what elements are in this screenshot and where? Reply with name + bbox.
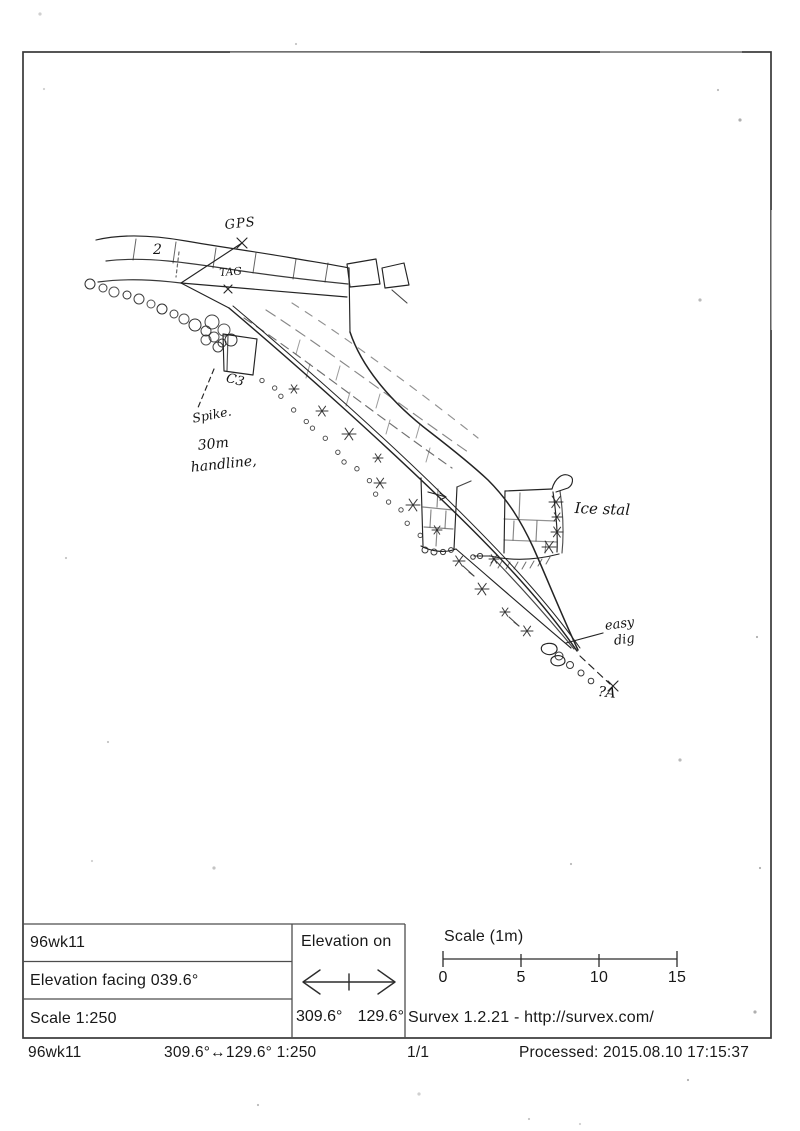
slope-line — [229, 306, 580, 651]
generator-credit: Survex 1.2.21 - http://survex.com/ — [408, 1009, 655, 1026]
scale-label: Scale 1:250 — [30, 1010, 117, 1027]
gps-station-x-marker — [237, 238, 247, 248]
entrance-box — [223, 334, 257, 375]
scale-tick-15: 15 — [667, 969, 687, 986]
scale-bar-title: Scale (1m) — [444, 928, 524, 945]
vegetation-stars — [289, 385, 563, 636]
scale-tick-0: 0 — [438, 969, 448, 986]
bearing-values — [296, 1008, 404, 1026]
label-tag: TAG — [219, 265, 243, 279]
bearing-left: 309.6° — [296, 1008, 343, 1025]
bedding-hatch — [244, 303, 478, 468]
elevation-on-label: Elevation on — [301, 933, 392, 950]
label-handline-2: handline, — [190, 453, 258, 476]
footer-processed-timestamp: Processed: 2015.08.10 17:15:37 — [519, 1044, 750, 1061]
label-easy-dig-2: dig — [613, 631, 636, 649]
tag-station-x-marker — [224, 285, 232, 293]
scale-bar — [443, 951, 677, 967]
label-station-2: 2 — [153, 242, 162, 258]
footer-orientation: 309.6°↔129.6° 1:250 — [164, 1044, 317, 1061]
label-ice-stal: Ice stal — [574, 499, 631, 519]
label-question-a: ?A — [597, 684, 617, 702]
lower-rocks — [555, 652, 594, 684]
view-label: Elevation facing 039.6° — [30, 972, 199, 989]
survey-title: 96wk11 — [30, 934, 86, 951]
view-direction-arrow-icon — [303, 970, 395, 994]
cave-elevation-sketch — [85, 236, 618, 691]
footer-page-number: 1/1 — [407, 1044, 430, 1061]
label-gps: GPS — [224, 214, 257, 233]
scale-tick-10: 10 — [589, 969, 609, 986]
spike-handline-dashed — [197, 369, 214, 410]
boulder-chain — [85, 279, 237, 352]
bearing-right: 129.6° — [357, 1008, 404, 1025]
continuation-dashed — [580, 656, 610, 684]
label-handline-1: 30m — [197, 434, 230, 454]
scan-noise — [38, 12, 761, 1125]
label-easy-dig-1: easy — [604, 614, 636, 634]
scale-tick-5: 5 — [516, 969, 526, 986]
page-frame — [23, 52, 771, 1038]
survey-legs — [181, 243, 347, 308]
label-spike: Spike. — [191, 403, 233, 426]
right-shaft — [474, 475, 572, 569]
label-c3: C3 — [224, 371, 246, 390]
pitch-rubble — [422, 547, 483, 559]
footer-title: 96wk11 — [28, 1044, 82, 1061]
